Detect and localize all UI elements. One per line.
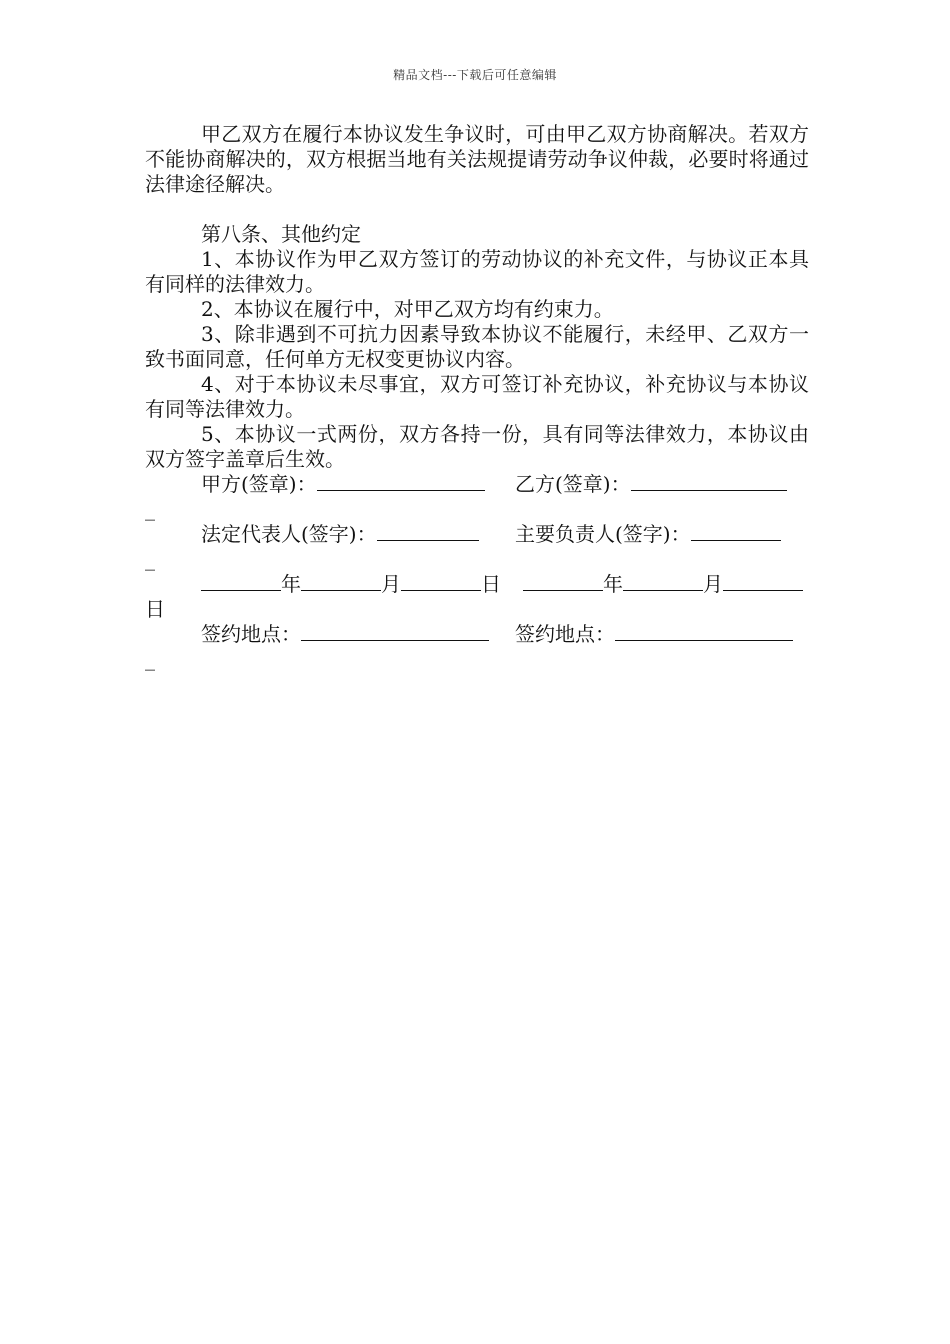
place-a-blank[interactable] [301,622,489,641]
year-label: 年 [603,572,623,596]
clause-5: 5、本协议一式两份，双方各持一份，具有同等法律效力，本协议由双方签字盖章后生效。 [145,422,809,471]
place-b [515,622,793,647]
place-a [201,622,489,647]
party-b-signature-blank[interactable] [631,472,787,491]
party-a-signature [201,472,485,497]
date-a [201,572,501,597]
place-b-label: 签约地点： [515,622,615,646]
date-b-month-blank[interactable] [623,572,703,591]
month-label: 月 [381,572,401,596]
page-header: 精品文档---下载后可任意编辑 [393,68,557,82]
clause-3: 3、除非遇到不可抗力因素导致本协议不能履行，未经甲、乙双方一致书面同意，任何单方无权变更协议内容。 [145,322,809,371]
wrap-mark: _ [145,547,155,571]
rep-a-signature-blank[interactable] [377,522,479,541]
wrapped-day-label: 日 [145,597,165,621]
wrap-mark: _ [145,647,155,671]
dispute-paragraph: 甲乙双方在履行本协议发生争议时，可由甲乙双方协商解决。若双方不能协商解决的，双方根据当地有关法规提请劳动争议仲裁，必要时将通过法律途径解决。 [145,122,809,196]
party-a-signature-blank[interactable] [317,472,485,491]
representative-signature-row [145,522,809,572]
party-b-signature [515,472,787,497]
article-title: 第八条、其他约定 [201,222,361,246]
clause-1: 1、本协议作为甲乙双方签订的劳动协议的补充文件，与协议正本具有同样的法律效力。 [145,247,809,296]
date-b-year-blank[interactable] [523,572,603,591]
clause-4: 4、对于本协议未尽事宜，双方可签订补充协议，补充协议与本协议有同等法律效力。 [145,372,809,421]
day-label: 日 [481,572,501,596]
date-a-year-blank[interactable] [201,572,281,591]
rep-a-label: 法定代表人(签字)： [201,522,377,546]
paragraph-gap [145,197,809,222]
rep-b-label: 主要负责人(签字)： [515,522,691,546]
date-a-month-blank[interactable] [301,572,381,591]
rep-b-signature-blank[interactable] [691,522,781,541]
clause-2: 2、本协议在履行中，对甲乙双方均有约束力。 [201,297,614,321]
place-row [145,622,809,672]
date-b-day-blank[interactable] [723,572,803,591]
rep-a-signature [201,522,479,547]
date-a-day-blank[interactable] [401,572,481,591]
place-a-label: 签约地点： [201,622,301,646]
place-b-blank[interactable] [615,622,793,641]
document-body [145,122,809,672]
party-b-label: 乙方(签章)： [515,472,631,496]
month-label: 月 [703,572,723,596]
party-signature-row [145,472,809,522]
wrap-mark: _ [145,497,155,521]
date-row [145,572,809,622]
party-a-label: 甲方(签章)： [201,472,317,496]
year-label: 年 [281,572,301,596]
rep-b-signature [515,522,781,547]
date-b [523,572,803,597]
